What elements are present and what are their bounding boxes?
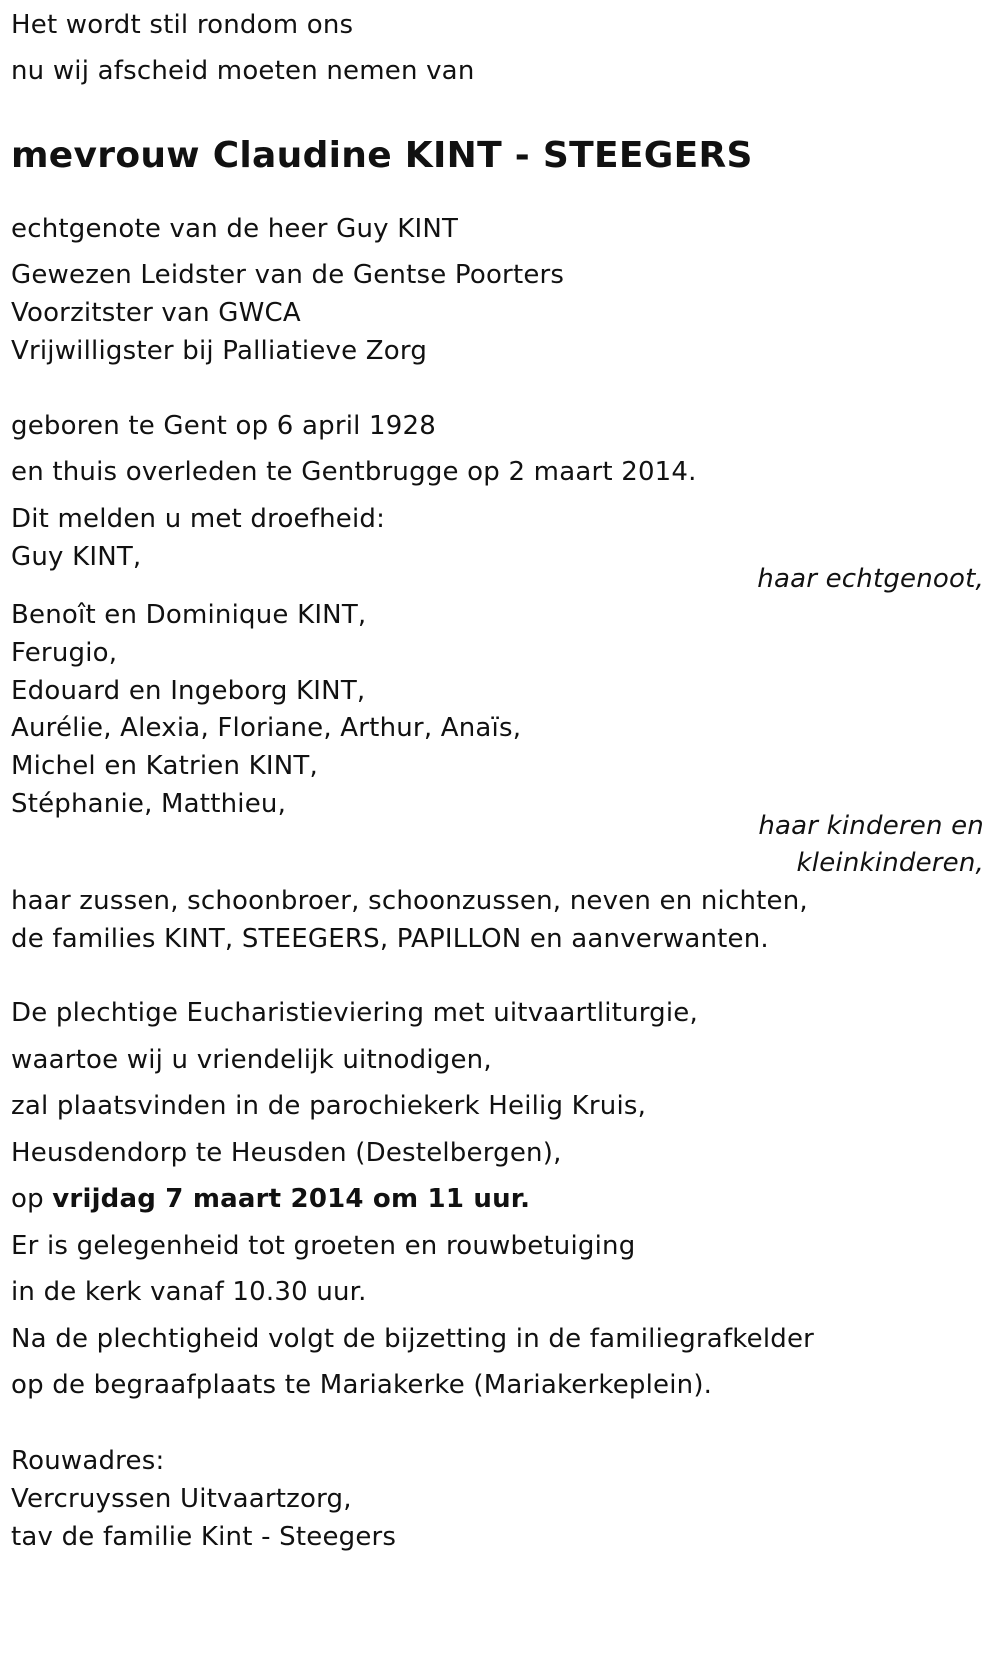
- ceremony-date-prefix: op: [11, 1184, 53, 1214]
- role-line-3: Vrijwilligster bij Palliatieve Zorg: [11, 336, 428, 366]
- ceremony-line-1: De plechtige Eucharistieviering met uitvaartliturgie,: [11, 998, 698, 1028]
- address-line-2: Vercruyssen Uitvaartzorg,: [11, 1484, 352, 1514]
- children-line-5: Michel en Katrien KINT,: [11, 751, 318, 781]
- children-relation-line-2: kleinkinderen,: [796, 848, 984, 878]
- intro-line-1: Het wordt stil rondom ons: [11, 10, 354, 40]
- spouse-relation: haar echtgenoot,: [757, 564, 984, 594]
- announce-line: Dit melden u met droefheid:: [11, 504, 386, 534]
- intro-line-2: nu wij afscheid moeten nemen van: [11, 56, 475, 86]
- children-line-1: Benoît en Dominique KINT,: [11, 600, 367, 630]
- role-line-2: Voorzitster van GWCA: [11, 298, 301, 328]
- ceremony-line-4: Heusdendorp te Heusden (Destelbergen),: [11, 1138, 562, 1168]
- deceased-name: mevrouw Claudine KINT - STEEGERS: [11, 135, 753, 176]
- relatives-line-1: haar zussen, schoonbroer, schoonzussen, neven en nichten,: [11, 886, 808, 916]
- role-line-1: Gewezen Leidster van de Gentse Poorters: [11, 260, 565, 290]
- children-line-3: Edouard en Ingeborg KINT,: [11, 676, 366, 706]
- spouse-line: echtgenote van de heer Guy KINT: [11, 214, 459, 244]
- spouse-name: Guy KINT,: [11, 542, 142, 572]
- after-line-4: op de begraafplaats te Mariakerke (Mariakerkeplein).: [11, 1370, 713, 1400]
- after-line-1: Er is gelegenheid tot groeten en rouwbetuiging: [11, 1231, 636, 1261]
- children-line-6: Stéphanie, Matthieu,: [11, 789, 287, 819]
- address-line-3: tav de familie Kint - Steegers: [11, 1522, 397, 1552]
- birth-line: geboren te Gent op 6 april 1928: [11, 411, 436, 441]
- children-line-4: Aurélie, Alexia, Floriane, Arthur, Anaïs,: [11, 713, 522, 743]
- children-relation-line-1: haar kinderen en: [758, 811, 984, 841]
- ceremony-date: vrijdag 7 maart 2014 om 11 uur.: [52, 1184, 531, 1214]
- relatives-line-2: de families KINT, STEEGERS, PAPILLON en aanverwanten.: [11, 924, 769, 954]
- after-line-2: in de kerk vanaf 10.30 uur.: [11, 1277, 367, 1307]
- ceremony-line-3: zal plaatsvinden in de parochiekerk Heilig Kruis,: [11, 1091, 647, 1121]
- ceremony-date-line: [11, 1184, 530, 1214]
- after-line-3: Na de plechtigheid volgt de bijzetting in de familiegrafkelder: [11, 1324, 815, 1354]
- ceremony-line-2: waartoe wij u vriendelijk uitnodigen,: [11, 1045, 492, 1075]
- address-line-1: Rouwadres:: [11, 1446, 165, 1476]
- children-line-2: Ferugio,: [11, 638, 118, 668]
- death-line: en thuis overleden te Gentbrugge op 2 maart 2014.: [11, 457, 697, 487]
